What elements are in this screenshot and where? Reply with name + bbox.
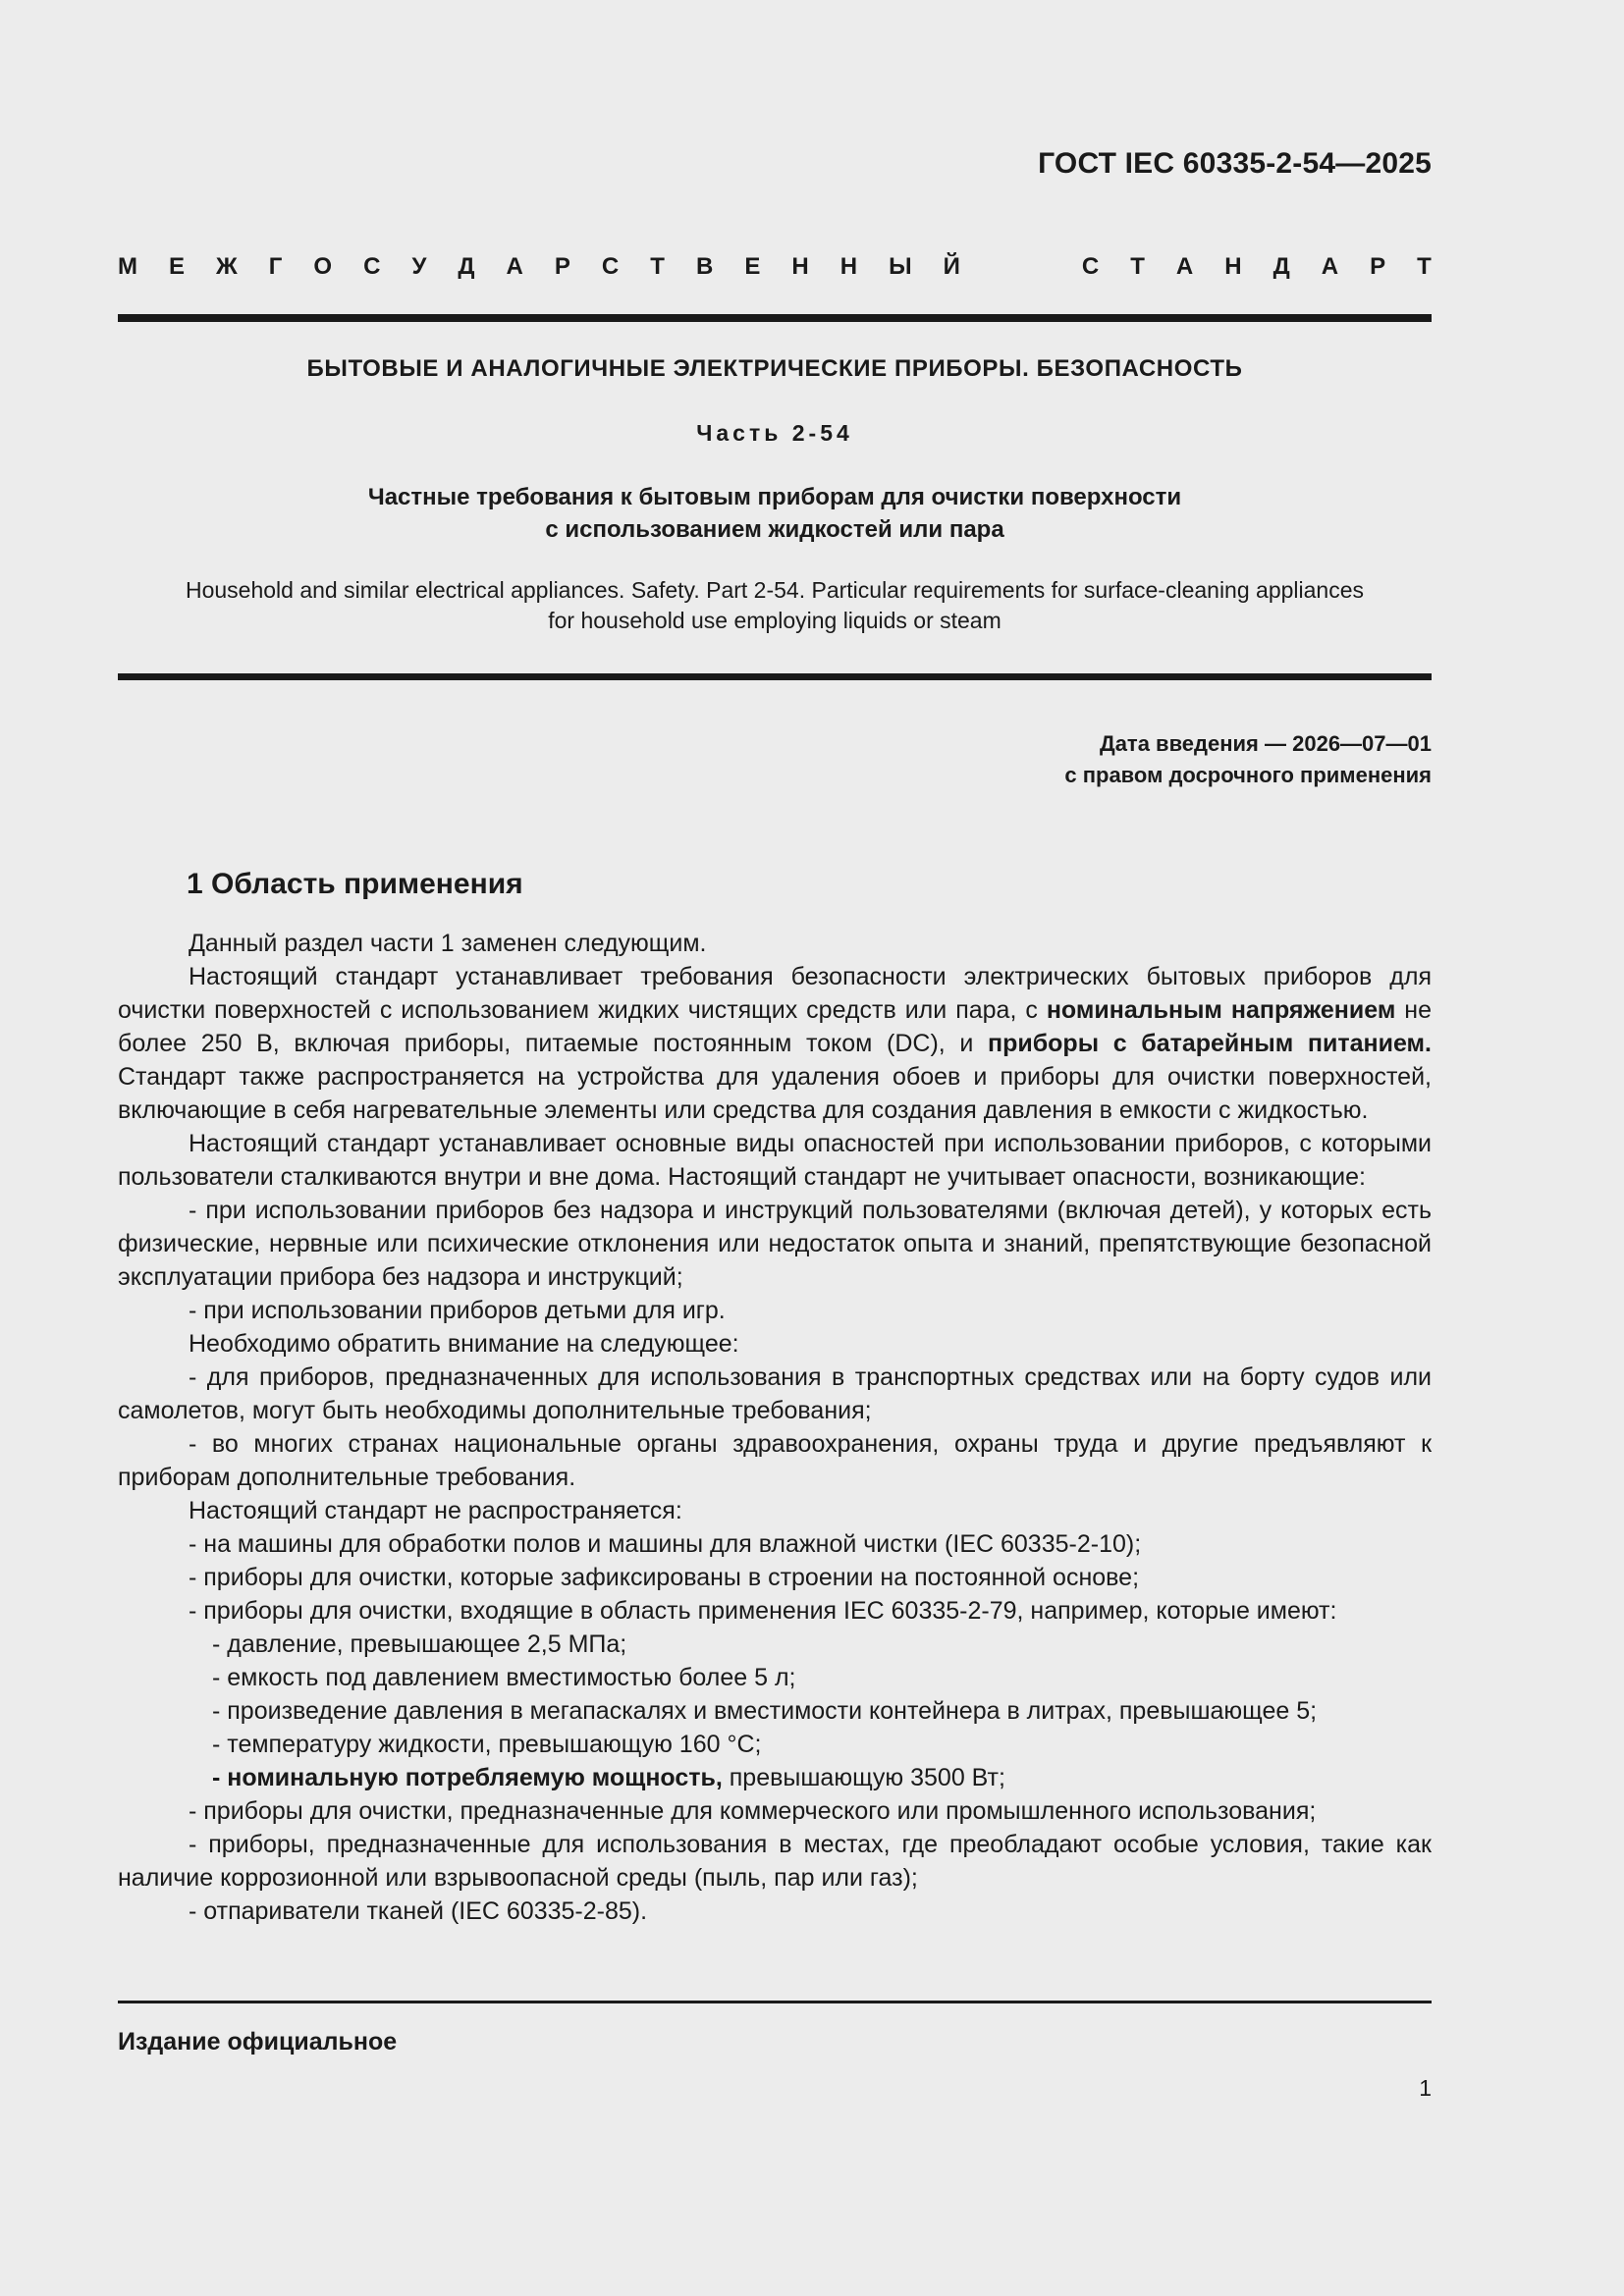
standard-type-letter: С — [363, 253, 381, 280]
standard-type-letter: Ы — [889, 253, 912, 280]
standard-type-letter: В — [695, 253, 714, 280]
list-item: - на машины для обработки полов и машины для влажной чистки (IEC 60335-2-10); — [189, 1530, 1142, 1558]
defined-term: номинальным напряжением — [1046, 996, 1396, 1024]
sub-list-item: - давление, превышающее 2,5 МПа; — [212, 1630, 627, 1658]
standard-type-letter: Г — [268, 253, 283, 280]
standard-type-letter: Н — [791, 253, 809, 280]
list-item: - приборы, предназначенные для использования в местах, где преобладают особые условия, такие как наличие коррозионной или взрывоопасной среды (пыль, пар или газ); — [118, 1831, 1432, 1892]
introduction-date-block — [1064, 728, 1432, 791]
standard-type-letter: Т — [1417, 253, 1432, 280]
page-number: 1 — [1419, 2075, 1432, 2101]
subtitle-line: Частные требования к бытовым приборам для очистки поверхности — [367, 484, 1182, 510]
standard-type-letter: М — [118, 253, 137, 280]
english-title-line: for household use employing liquids or steam — [548, 608, 1001, 633]
introduction-date: Дата введения — 2026—07—01 — [1100, 731, 1432, 756]
list-item: - при использовании приборов без надзора и инструкций пользователями (включая детей), у которых есть физические, нервные или психические отклонения или недостаток опыта и знаний, препятствующие безопасной эксплуатации прибора без надзора и инструкций; — [118, 1197, 1432, 1291]
top-divider — [118, 314, 1432, 322]
defined-term: приборы с батарейным питанием. — [987, 1030, 1432, 1057]
standard-type-letter: Н — [1224, 253, 1242, 280]
text-run: Настоящий стандарт устанавливает требования безопасности электрических бытовых приборов для очистки поверхностей с использованием жидких чистящих средств или пара, с — [118, 963, 1432, 1024]
standard-type-letter: О — [313, 253, 333, 280]
text-run: Стандарт также распространяется на устройства для удаления обоев и приборы для очистки поверхностей, включающие в себя нагревательные элементы или средства для создания давления в емкости с жидкостью. — [118, 1063, 1432, 1124]
title-divider — [118, 673, 1432, 680]
paragraph: Необходимо обратить внимание на следующее: — [189, 1330, 739, 1358]
section-body — [118, 927, 1432, 1928]
standard-type-heading — [118, 253, 1432, 281]
text-run: не более 250 В, включая приборы, питаемые постоянным током (DC), и — [118, 996, 1433, 1057]
official-edition-label: Издание официальное — [118, 2028, 398, 2056]
list-item: - приборы для очистки, которые зафиксированы в строении на постоянной основе; — [189, 1564, 1140, 1591]
paragraph — [118, 960, 1432, 1127]
early-application-note: с правом досрочного применения — [1064, 763, 1432, 787]
list-item: - отпариватели тканей (IEC 60335-2-85). — [189, 1897, 648, 1925]
standard-type-letter: А — [506, 253, 523, 280]
part-label: Часть 2-54 — [696, 420, 853, 446]
standard-type-letter: Д — [1272, 253, 1290, 280]
sub-list-item: - произведение давления в мегапаскалях и вместимости контейнера в литрах, превышающее 5; — [212, 1697, 1318, 1725]
list-item: - при использовании приборов детьми для игр. — [189, 1297, 726, 1324]
paragraph: Настоящий стандарт не распространяется: — [189, 1497, 682, 1524]
english-title-line: Household and similar electrical appliances. Safety. Part 2-54. Particular requirements for surface-cleaning appliances — [185, 577, 1364, 603]
standard-type-letter: Е — [744, 253, 761, 280]
standard-type-letter: А — [1321, 253, 1339, 280]
standard-type-letter: Р — [1370, 253, 1386, 280]
sub-list-item: - емкость под давлением вместимостью более 5 л; — [212, 1664, 796, 1691]
standard-type-letter: У — [411, 253, 427, 280]
standard-type-letter: Н — [839, 253, 858, 280]
footer-divider — [118, 2001, 1432, 2003]
list-item: - во многих странах национальные органы здравоохранения, охраны труда и другие предъявляют к приборам дополнительные требования. — [118, 1430, 1432, 1491]
standard-type-letter: Е — [169, 253, 186, 280]
list-item: - приборы для очистки, входящие в область применения IEC 60335-2-79, например, которые имеют: — [189, 1597, 1337, 1625]
subtitle-line: с использованием жидкостей или пара — [545, 516, 1004, 543]
document-number: ГОСТ IEC 60335-2-54—2025 — [1038, 147, 1432, 180]
word-gap — [992, 253, 1051, 281]
standard-type-letter: Т — [650, 253, 665, 280]
document-subtitle — [118, 481, 1432, 546]
document-title: БЫТОВЫЕ И АНАЛОГИЧНЫЕ ЭЛЕКТРИЧЕСКИЕ ПРИБОРЫ. БЕЗОПАСНОСТЬ — [306, 355, 1243, 382]
list-item: - для приборов, предназначенных для использования в транспортных средствах или на борту судов или самолетов, могут быть необходимы дополнительные требования; — [118, 1363, 1432, 1424]
list-item: - приборы для очистки, предназначенные для коммерческого или промышленного использования; — [189, 1797, 1317, 1825]
english-title — [118, 575, 1432, 636]
standard-type-letter: Т — [1130, 253, 1145, 280]
standard-type-letter: С — [601, 253, 620, 280]
standard-type-letter: Й — [943, 253, 960, 280]
text-run: превышающую 3500 Вт; — [722, 1764, 1005, 1791]
paragraph: Настоящий стандарт устанавливает основные виды опасностей при использовании приборов, с которыми пользователи сталкиваются внутри и вне дома. Настоящий стандарт не учитывает опасности, возникающие: — [118, 1130, 1432, 1191]
defined-term: - номинальную потребляемую мощность, — [212, 1764, 723, 1791]
section-heading: 1 Область применения — [187, 868, 523, 900]
sub-list-item — [118, 1761, 1432, 1794]
standard-type-letter: Д — [458, 253, 475, 280]
standard-type-letter: С — [1081, 253, 1100, 280]
standard-type-letter: Р — [554, 253, 570, 280]
standard-type-letter: А — [1175, 253, 1194, 280]
sub-list-item: - температуру жидкости, превышающую 160 °С; — [212, 1731, 762, 1758]
paragraph: Данный раздел части 1 заменен следующим. — [189, 930, 707, 957]
standard-type-letter: Ж — [216, 253, 238, 280]
